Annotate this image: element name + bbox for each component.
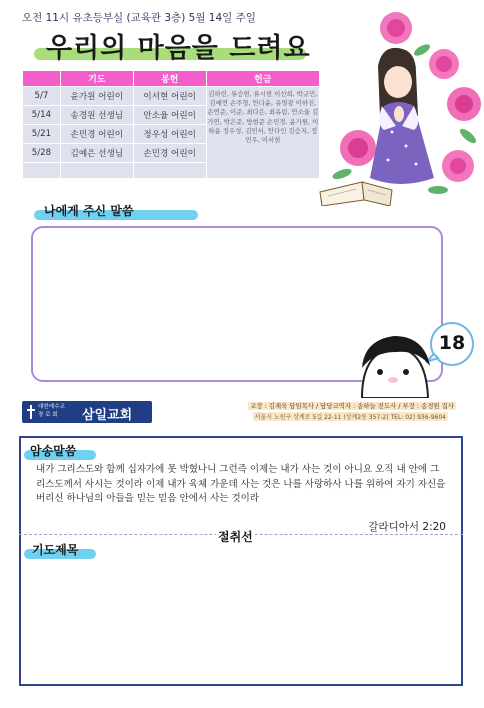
cross-icon <box>26 405 36 419</box>
row-date: 5/14 <box>23 106 61 125</box>
girl-figure <box>370 48 434 184</box>
column-header-offering-helper: 봉헌 <box>133 71 206 87</box>
denomination-label <box>38 404 65 419</box>
row-offering-helper: 손민경 어린이 <box>133 144 206 163</box>
denomination-line-1: 대한예수교 <box>38 404 66 410</box>
table-header-row <box>23 71 320 87</box>
row-date: 5/7 <box>23 87 61 106</box>
prayer-topics-label: 기도제목 <box>32 543 79 557</box>
table-row <box>23 87 320 106</box>
cut-line-label: 절취선 <box>218 530 253 544</box>
praying-girl-illustration <box>318 6 484 206</box>
row-offering-helper: 정우성 어린이 <box>133 125 206 144</box>
column-header-prayer: 기도 <box>60 71 133 87</box>
row-date: 5/21 <box>23 125 61 144</box>
column-header-date <box>23 71 61 87</box>
row-prayer: 김예은 선생님 <box>60 144 133 163</box>
empty-cell <box>133 163 206 179</box>
row-prayer: 송경원 선생님 <box>60 106 133 125</box>
row-date: 5/28 <box>23 144 61 163</box>
page-title: 우리의 마음을 드려요 <box>46 33 311 64</box>
staff-info <box>248 401 456 410</box>
memory-verse-text: 내가 그리스도와 함께 십자가에 못 박혔나니 그런즉 이제는 내가 사는 것이 아니요 오직 내 안에 그리스도께서 사시는 것이라 이제 내가 육체 가운데 사는 것은 나를 사랑하사 나를 위하여 자기 자신을 버리신 하나님의 아들을 믿는 믿음 안에서 사는 것이라 <box>36 464 446 504</box>
staff-text: 교장 : 김재욱 담임목사 / 담당교역자 : 송하늘 전도사 / 부장 : 송경원 집사 <box>250 402 454 410</box>
page-title-block <box>34 26 314 66</box>
row-prayer: 손민경 어린이 <box>60 125 133 144</box>
memory-verse-reference: 갈라디아서 2:20 <box>368 521 446 533</box>
service-schedule-table <box>22 70 320 179</box>
denomination-line-2: 장 로 회 <box>38 411 58 418</box>
empty-cell <box>23 163 61 179</box>
church-logo <box>22 401 152 423</box>
badge-number: 18 <box>438 332 466 354</box>
offering-names: 김하린, 류승현, 류시현 이선희, 박규민, 김예연 손주형, 안다윤, 유영광 이하진, 손연준, 이준, 최다은, 최유림, 안소율 김가연, 박은준, 방현준 손민경, 윤가원, 이하윤 정우성, 김민서, 안다인 김승지, 정민우, 이서현 <box>206 87 319 179</box>
church-name: 삼일교회 <box>82 408 133 423</box>
open-bible <box>320 182 392 206</box>
church-address: 서울시 노원구 상계로 5길 22-11 (상계2동 357-2) TEL: 02) 936-9604 <box>254 414 446 421</box>
empty-cell <box>60 163 133 179</box>
word-section-label: 나에게 주신 말씀 <box>44 204 134 218</box>
memory-verse-label: 암송말씀 <box>30 444 77 458</box>
service-info: 오전 11시 유초등부실 (교육관 3층) 5월 14일 주일 <box>22 12 256 24</box>
cartoon-character <box>362 336 430 398</box>
row-offering-helper: 이서현 어린이 <box>133 87 206 106</box>
column-header-offering: 헌금 <box>206 71 319 87</box>
row-offering-helper: 안소율 어린이 <box>133 106 206 125</box>
row-prayer: 윤가원 어린이 <box>60 87 133 106</box>
